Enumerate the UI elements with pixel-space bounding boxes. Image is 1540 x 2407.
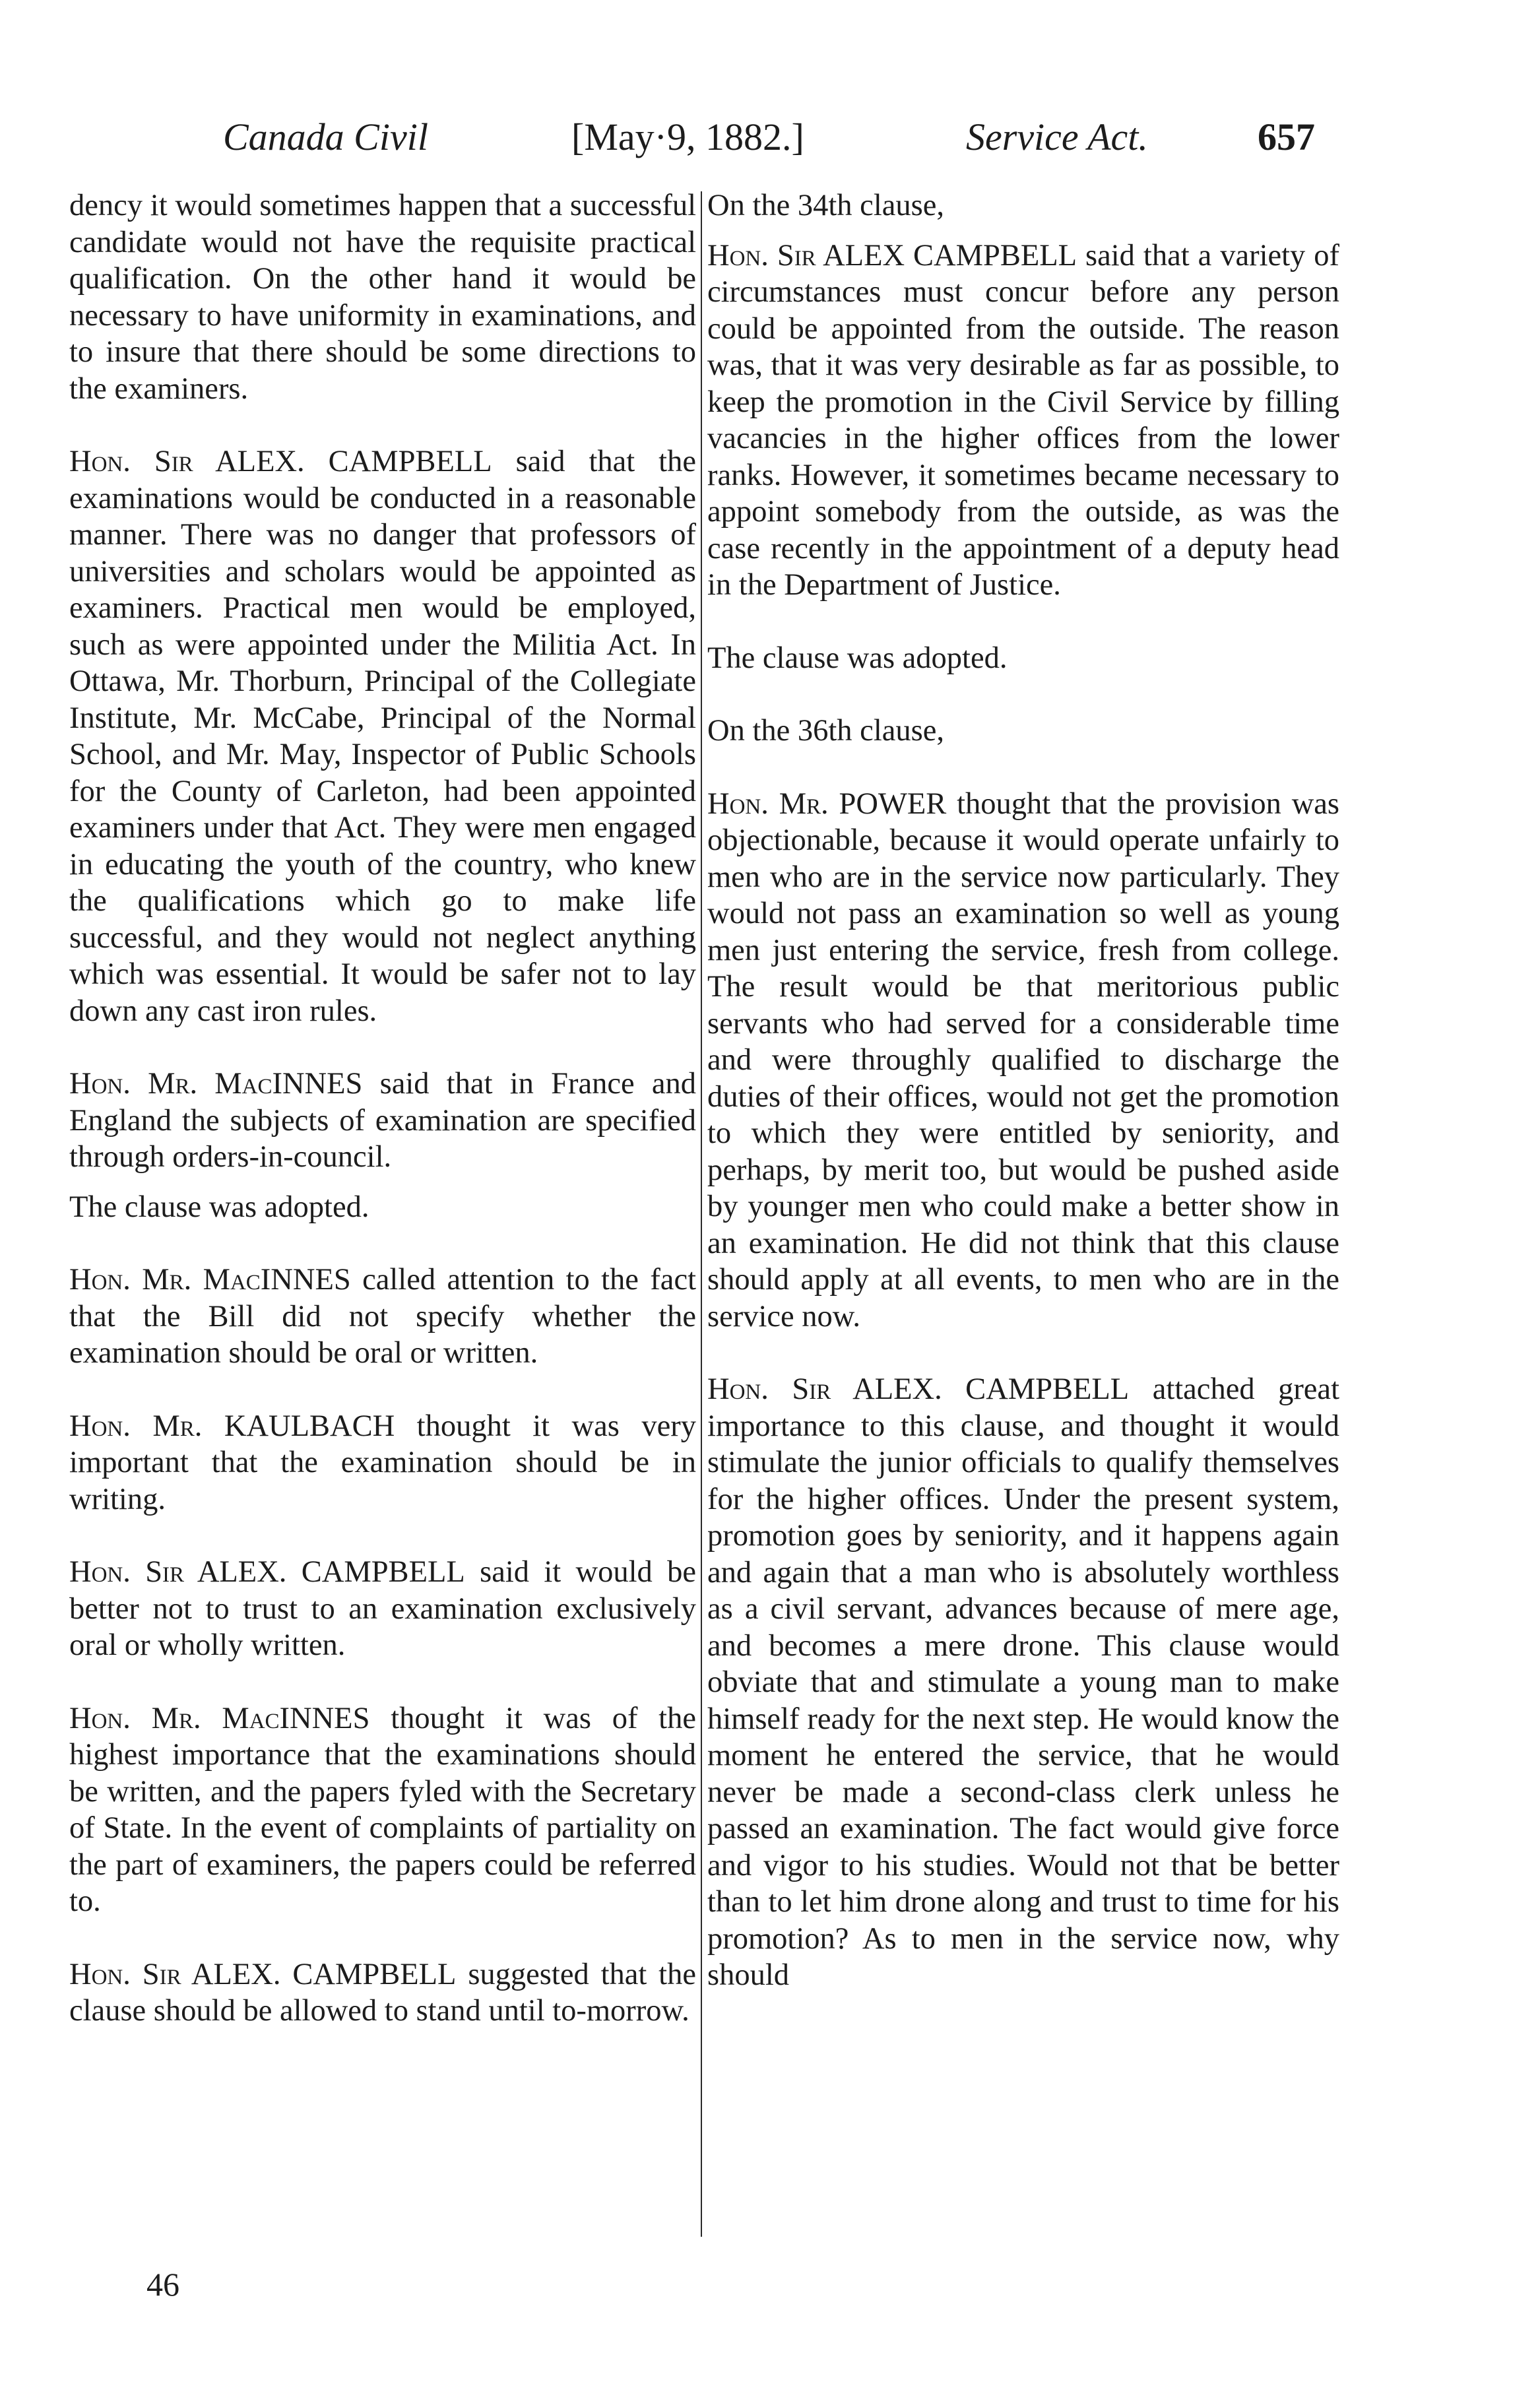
signature-number: 46 — [146, 2266, 179, 2303]
speaker: Hon. Sir ALEX. CAMPBELL — [69, 1555, 465, 1589]
running-header — [0, 111, 1540, 164]
column-divider — [701, 191, 702, 2237]
speaker: Hon. Sir ALEX. CAMPBELL — [69, 1957, 457, 1991]
paragraph-text: called attention to the fact that the Bill did not specify whether the examination should be oral or written. — [69, 1263, 696, 1370]
speaker: Hon. Mr. MacINNES — [69, 1067, 363, 1101]
paragraph — [707, 640, 1339, 677]
paragraph-text: On the 36th clause, — [707, 714, 944, 748]
paragraph-text: thought that the provision was objectionable, because it would operate unfairly to men who are in the service now particularly. They would not pass an examination so well as young men just entering the service, fresh from college. The result would be that meritorious public servants who had served for a considerable time and were throughly qualified to discharge the duties of their offices, would not get the promotion to which they were entitled by seniority, and perhaps, by merit too, but would be pushed aside by younger men who could make a better show in an examination. He did not think that this clause should apply at all events, to men who are in the service now. — [707, 786, 1340, 1333]
paragraph — [69, 443, 696, 1029]
speaker: Hon. Sir ALEX CAMPBELL — [707, 238, 1077, 273]
paragraph — [69, 1956, 696, 2030]
paragraph-text: dency it would sometimes happen that a successful candidate would not have the requisite practical qualification. On the other hand it would be necessary to have uniformity in examinations, and to insure that there should be some directions to the examiners. — [69, 189, 696, 406]
paragraph-text: said that a variety of circumstances must concur before any person could be appointed from the outside. The reason was, that it was very desirable as far as possible, to keep the promotion in the Civil Service by filling vacancies in the higher offices from the lower ranks. However, it sometimes became necessary to appoint somebody from the outside, as was the case recently in the appointment of a deputy head in the Department of Justice. — [707, 238, 1339, 602]
paragraph — [69, 1700, 696, 1920]
page-number: 657 — [1258, 115, 1315, 158]
paragraph — [69, 1408, 696, 1518]
speaker: Hon. Mr. MacINNES — [69, 1701, 370, 1735]
paragraph — [69, 1262, 696, 1372]
paragraph-text: thought it was of the highest importance that the examinations should be written, and the papers fyled with the Secretary of State. In the event of complaints of partiality on the part of examiners, the papers could be referred to. — [69, 1701, 696, 1918]
paragraph-text: suggested that the clause should be allowed to stand until to-morrow. — [69, 1957, 696, 2028]
paragraph — [69, 187, 696, 407]
paragraph-text: The clause was adopted. — [707, 641, 1008, 675]
paragraph — [707, 1371, 1339, 1994]
paragraph-text: attached great importance to this clause, and thought it would stimulate the junior officials to qualify themselves for the higher offices. Under the present system, promotion goes by seniority, and it happens again and again that a man who is absolutely worthless as a civil servant, advances because of mere age, and becomes a mere drone. This clause would obviate that and stimulate a young man to make himself ready for the next step. He would know the moment he entered the service, that he would never be made a second-class clerk unless he passed an examination. The fact would give force and vigor to his studies. Would not that be better than to let him drone along and trust to time for his promotion? As to men in the service now, why should — [707, 1372, 1339, 1992]
paragraph — [707, 238, 1339, 604]
left-column — [69, 187, 696, 2030]
header-left: Canada Civil — [223, 115, 428, 158]
paragraph — [707, 713, 1339, 750]
paragraph-text: said that the examinations would be conducted in a reasonable manner. There was no danger that professors of universities and scholars would be appointed as examiners. Practical men would be employed, such as were appointed under the Militia Act. In Ottawa, Mr. Thorburn, Principal of the Collegiate Institute, Mr. McCabe, Principal of the Normal School, and Mr. May, Inspector of Public Schools for the County of Carleton, had been appointed examiners under that Act. They were men engaged in educating the youth of the country, who knew the qualifications which go to make life successful, and they would not neglect anything which was essential. It would be safer not to lay down any cast iron rules. — [69, 445, 696, 1028]
paragraph-text: On the 34th clause, — [707, 189, 944, 222]
paragraph — [69, 1554, 696, 1664]
right-column — [707, 187, 1339, 1994]
paragraph-text: The clause was adopted. — [69, 1190, 369, 1224]
speaker: Hon. Mr. MacINNES — [69, 1263, 351, 1297]
paragraph-text: said it would be better not to trust to an examination exclusively oral or wholly written. — [69, 1555, 696, 1662]
speaker: Hon. Mr. POWER — [707, 786, 947, 821]
speaker: Hon. Sir ALEX. CAMPBELL — [707, 1372, 1130, 1406]
speaker: Hon. Sir ALEX. CAMPBELL — [69, 445, 492, 478]
paragraph — [69, 1189, 696, 1226]
paragraph — [707, 187, 1339, 224]
header-date: [May·9, 1882.] — [571, 115, 804, 158]
header-right: Service Act. — [966, 115, 1148, 158]
paragraph-text: said that in France and England the subjects of examination are specified through orders-in-council. — [69, 1067, 696, 1174]
speaker: Hon. Mr. KAULBACH — [69, 1409, 395, 1443]
paragraph-text: thought it was very important that the examination should be in writing. — [69, 1409, 696, 1516]
paragraph — [69, 1066, 696, 1176]
paragraph — [707, 786, 1339, 1335]
